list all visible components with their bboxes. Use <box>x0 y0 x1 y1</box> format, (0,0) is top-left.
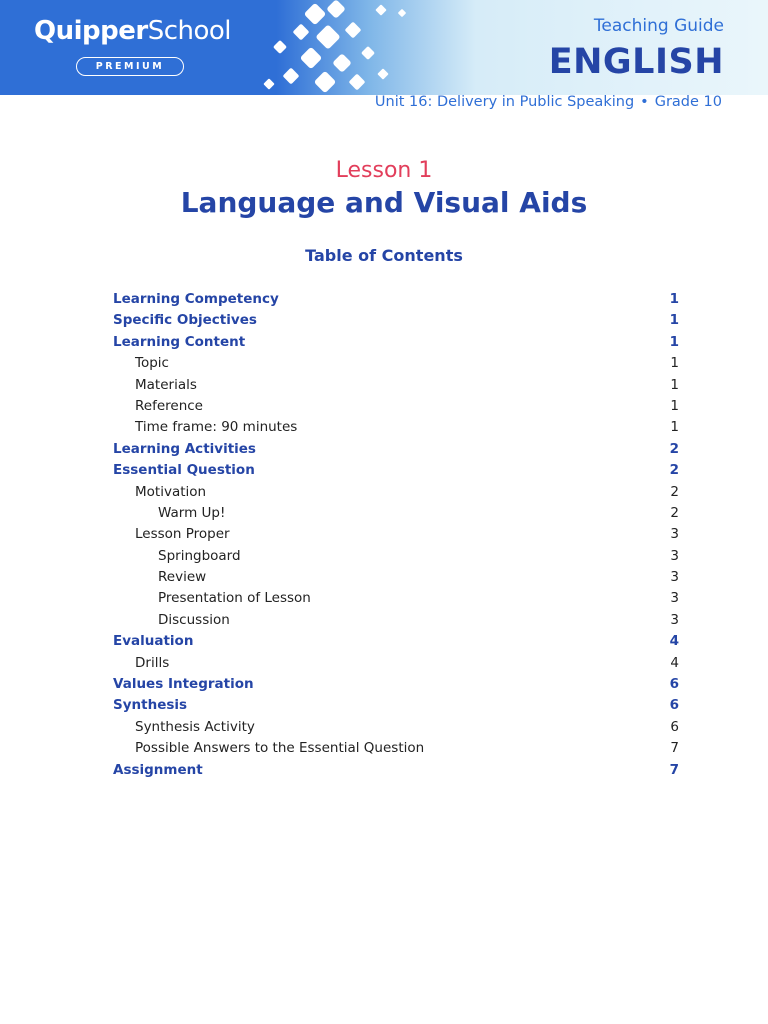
toc-entry-page: 4 <box>670 654 679 671</box>
subject-title: ENGLISH <box>548 42 724 82</box>
page-header <box>0 0 768 95</box>
toc-entry-page: 3 <box>670 526 679 543</box>
toc-entry[interactable] <box>113 353 679 374</box>
toc-entry[interactable] <box>113 610 679 631</box>
toc-entry-page: 3 <box>670 611 679 628</box>
diamond-shape <box>361 46 375 60</box>
toc-entry-page: 2 <box>669 440 679 457</box>
toc-heading: Table of Contents <box>305 246 463 265</box>
toc-entry-label: Motivation <box>135 483 207 500</box>
quipper-school-logo <box>34 16 231 46</box>
toc-entry[interactable] <box>113 567 679 588</box>
diamond-shape <box>300 47 323 70</box>
diamond-shape <box>263 78 274 89</box>
diamond-shape <box>332 53 352 73</box>
unit-grade-line <box>375 94 722 110</box>
toc-entry[interactable] <box>113 503 679 524</box>
toc-entry[interactable] <box>113 332 679 353</box>
toc-entry-label: Materials <box>135 376 197 393</box>
unit-title: Unit 16: Delivery in Public Speaking <box>374 94 635 110</box>
toc-entry-label: Synthesis <box>113 697 188 714</box>
premium-badge: PREMIUM <box>76 57 184 76</box>
toc-entry[interactable] <box>113 546 679 567</box>
toc-entry-page: 3 <box>670 547 679 564</box>
toc-entry-label: Possible Answers to the Essential Question <box>135 740 425 757</box>
toc-entry-label: Springboard <box>158 547 241 564</box>
diamond-shape <box>304 3 327 26</box>
toc-entry-label: Time frame: 90 minutes <box>135 419 298 436</box>
toc-entry[interactable] <box>113 695 679 716</box>
toc-entry[interactable] <box>113 460 679 481</box>
diamond-shape <box>398 9 406 17</box>
toc-entry-label: Essential Question <box>113 462 255 479</box>
toc-entry[interactable] <box>113 674 679 695</box>
diamond-pattern-decoration <box>255 0 415 95</box>
toc-entry-label: Synthesis Activity <box>135 718 255 735</box>
toc-entry-page: 1 <box>669 291 679 307</box>
logo-bold-text: Quipper <box>34 16 148 46</box>
toc-entry-page: 4 <box>669 633 679 650</box>
toc-entry-page: 1 <box>669 333 679 350</box>
toc-entry-page: 1 <box>670 376 679 393</box>
diamond-shape <box>293 24 310 41</box>
diamond-shape <box>326 0 346 19</box>
diamond-shape <box>315 24 340 49</box>
logo-regular-text: School <box>147 16 232 46</box>
toc-entry-label: Values Integration <box>113 676 254 693</box>
toc-entry[interactable] <box>113 375 679 396</box>
toc-entry-label: Warm Up! <box>158 504 226 521</box>
toc-entry[interactable] <box>113 417 679 438</box>
diamond-shape <box>377 68 388 79</box>
toc-entry-label: Presentation of Lesson <box>158 590 311 607</box>
toc-entry-page: 2 <box>670 483 679 500</box>
toc-entry-label: Evaluation <box>113 633 194 650</box>
toc-entry-page: 1 <box>669 312 679 329</box>
toc-entry[interactable] <box>113 588 679 609</box>
toc-entry-page: 6 <box>669 676 679 693</box>
toc-entry-label: Learning Content <box>113 333 246 350</box>
toc-entry-page: 2 <box>669 462 679 479</box>
toc-entry-label: Topic <box>135 355 169 372</box>
toc-entry-label: Reference <box>135 397 203 414</box>
toc-entry-label: Learning Activities <box>113 440 256 457</box>
toc-entry-label: Assignment <box>113 761 203 778</box>
toc-entry-label: Learning Competency <box>113 291 279 307</box>
toc-entry[interactable] <box>113 631 679 652</box>
toc-entry-page: 6 <box>670 718 679 735</box>
toc-entry-page: 2 <box>670 504 679 521</box>
toc-entry-page: 1 <box>670 397 679 414</box>
diamond-shape <box>375 4 386 15</box>
toc-entry-page: 7 <box>670 740 679 757</box>
toc-entry-page: 7 <box>669 761 679 778</box>
toc-entry[interactable] <box>113 289 679 310</box>
diamond-shape <box>314 71 337 94</box>
toc-entry[interactable] <box>113 439 679 460</box>
separator-dot: • <box>640 94 649 110</box>
toc-entry[interactable] <box>113 524 679 545</box>
table-of-contents <box>113 289 679 781</box>
toc-entry-page: 3 <box>670 569 679 586</box>
toc-entry[interactable] <box>113 653 679 674</box>
toc-entry-label: Specific Objectives <box>113 312 257 329</box>
toc-entry-label: Drills <box>135 654 170 671</box>
toc-entry[interactable] <box>113 738 679 759</box>
lesson-number: Lesson 1 <box>335 158 433 183</box>
toc-entry[interactable] <box>113 482 679 503</box>
toc-entry-page: 1 <box>670 419 679 436</box>
teaching-guide-label: Teaching Guide <box>593 16 724 36</box>
toc-entry-label: Discussion <box>158 611 230 628</box>
lesson-title: Language and Visual Aids <box>180 186 588 219</box>
toc-entry-label: Lesson Proper <box>135 526 230 543</box>
diamond-shape <box>283 68 300 85</box>
toc-entry-page: 3 <box>670 590 679 607</box>
grade-label: Grade 10 <box>654 94 722 110</box>
toc-entry[interactable] <box>113 760 679 781</box>
toc-entry-page: 6 <box>669 697 679 714</box>
toc-entry[interactable] <box>113 396 679 417</box>
toc-entry[interactable] <box>113 310 679 331</box>
diamond-shape <box>349 74 366 91</box>
diamond-shape <box>273 40 287 54</box>
toc-entry-page: 1 <box>670 355 679 372</box>
toc-entry[interactable] <box>113 717 679 738</box>
diamond-shape <box>345 22 362 39</box>
toc-entry-label: Review <box>158 569 207 586</box>
